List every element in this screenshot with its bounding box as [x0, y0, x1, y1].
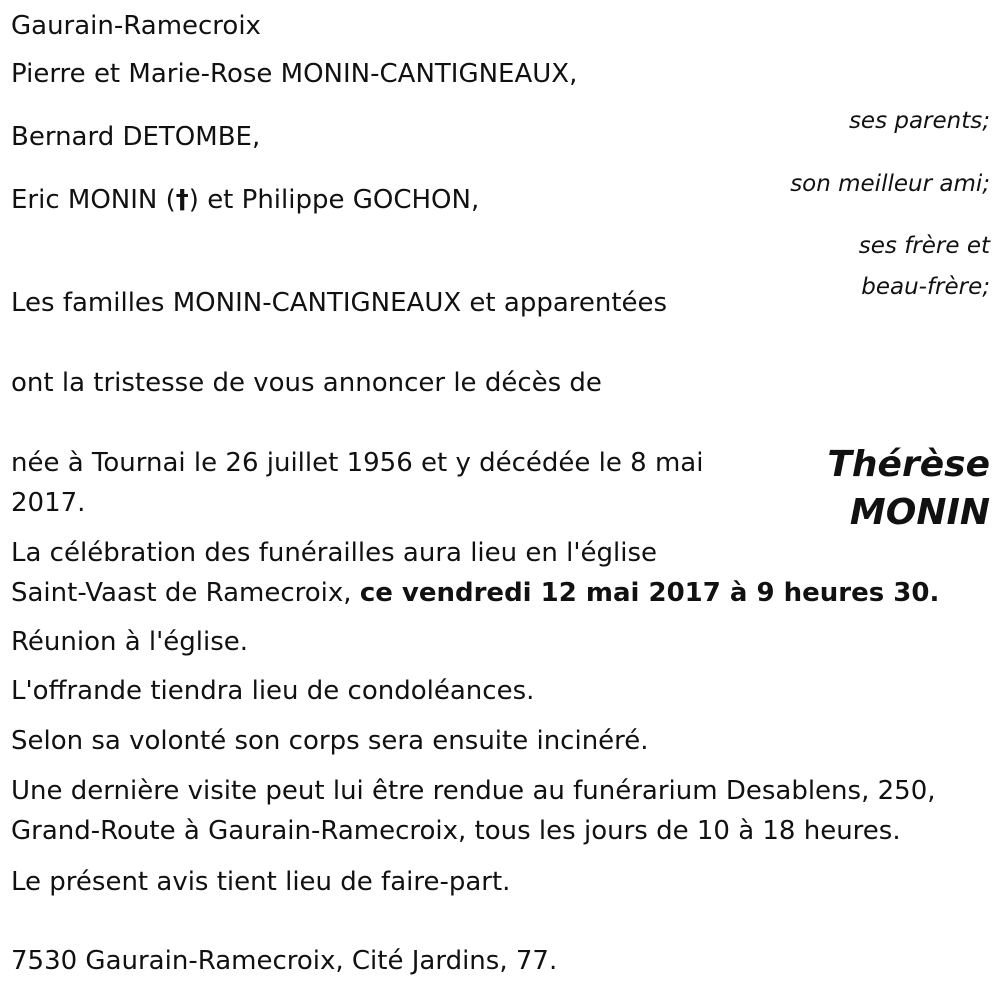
funeral-line-2: [11, 573, 939, 613]
family-friend-names: Bernard DETOMBE,: [11, 122, 261, 152]
funeral-location: Saint-Vaast de Ramecroix,: [11, 578, 360, 608]
visit-line-2: Grand-Route à Gaurain-Ramecroix, tous les jours de 10 à 18 heures.: [11, 816, 901, 846]
funeral-date-time: ce vendredi 12 mai 2017 à 9 heures 30.: [359, 578, 940, 608]
siblings-names-after: ) et Philippe GOCHON,: [188, 185, 480, 215]
family-friend-relation: son meilleur ami;: [790, 171, 990, 197]
family-siblings-relation-line1: ses frère et: [858, 233, 990, 259]
address-line: 7530 Gaurain-Ramecroix, Cité Jardins, 77.: [11, 946, 558, 976]
cremation-line: Selon sa volonté son corps sera ensuite incinéré.: [11, 726, 649, 756]
faire-part-line: Le présent avis tient lieu de faire-part.: [11, 867, 511, 897]
cross-icon: †: [175, 185, 189, 215]
family-siblings-relation-line2: beau-frère;: [861, 274, 990, 300]
family-parents-names: Pierre et Marie-Rose MONIN-CANTIGNEAUX,: [11, 59, 578, 89]
announce-line: ont la tristesse de vous annoncer le décès de: [11, 368, 602, 398]
birth-death-line-2: 2017.: [11, 488, 86, 518]
funeral-line-1: La célébration des funérailles aura lieu en l'église: [11, 538, 657, 568]
birth-death-line-1: née à Tournai le 26 juillet 1956 et y décédée le 8 mai: [11, 448, 704, 478]
offering-line: L'offrande tiendra lieu de condoléances.: [11, 676, 535, 706]
family-parents-relation: ses parents;: [848, 108, 990, 134]
families-line: Les familles MONIN-CANTIGNEAUX et apparentées: [11, 288, 668, 318]
siblings-names-before: Eric MONIN (: [11, 185, 176, 215]
deceased-first-name: Thérèse: [827, 444, 990, 485]
visit-line-1: Une dernière visite peut lui être rendue au funérarium Desablens, 250,: [11, 776, 936, 806]
gathering-line: Réunion à l'église.: [11, 627, 249, 657]
place-heading: Gaurain-Ramecroix: [11, 11, 261, 41]
family-siblings-names: [11, 180, 479, 220]
deceased-last-name: MONIN: [849, 492, 990, 533]
